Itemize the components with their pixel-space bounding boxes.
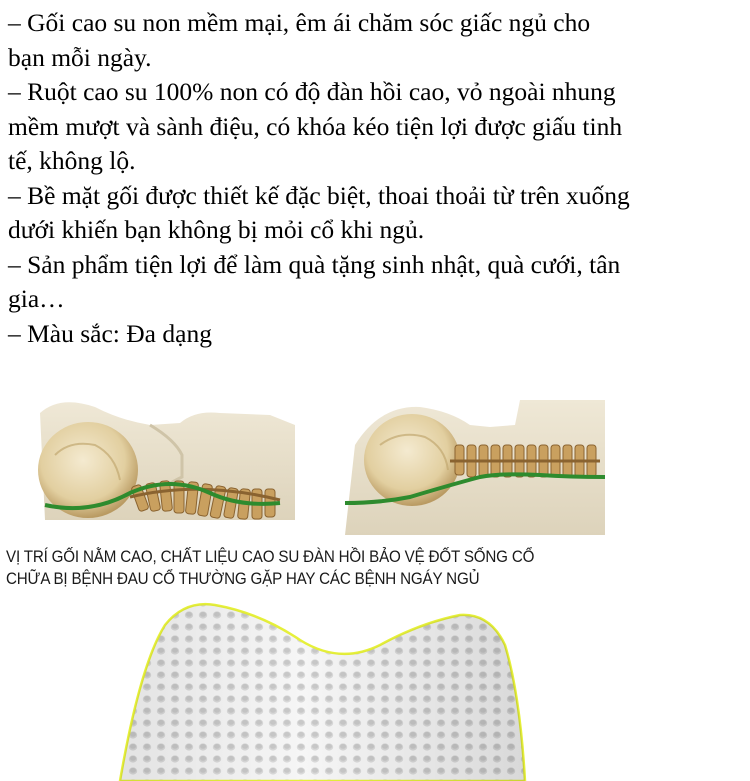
wrong-posture-figure [38,402,295,520]
description-line: gia… [8,284,65,313]
spine-diagram [0,385,750,545]
description-line: – Gối cao su non mềm mại, êm ái chăm sóc giấc ngủ cho [8,8,591,37]
description-line: – Sản phẩm tiện lợi để làm quà tặng sinh nhật, quà cưới, tân [8,249,621,279]
description-line: – Màu sắc: Đa dạng [8,318,212,348]
pillow-illustration [0,385,750,781]
pillow-image [0,585,750,781]
correct-posture-figure [345,400,605,535]
description-line: tế, không lộ. [8,146,136,175]
illustration-caption [6,546,687,590]
caption-line: VỊ TRÍ GỐI NẰM CAO, CHẤT LIỆU CAO SU ĐÀN HỒI BẢO VỆ ĐỐT SỐNG CỔ [6,548,535,566]
description-line: – Bề mặt gối được thiết kế đặc biệt, thoai thoải từ trên xuống [8,180,630,210]
description-line: mềm mượt và sành điệu, có khóa kéo tiện lợi được giấu tinh [8,111,623,141]
product-description [8,6,748,351]
caption-line: CHỮA BỊ BỆNH ĐAU CỔ THƯỜNG GẶP HAY CÁC BỆNH NGÁY NGỦ [6,570,480,588]
description-line: bạn mỗi ngày. [8,42,152,72]
description-line: – Ruột cao su 100% non có độ đàn hồi cao, vỏ ngoài nhung [8,77,616,106]
description-line: dưới khiến bạn không bị mỏi cổ khi ngủ. [8,215,425,244]
